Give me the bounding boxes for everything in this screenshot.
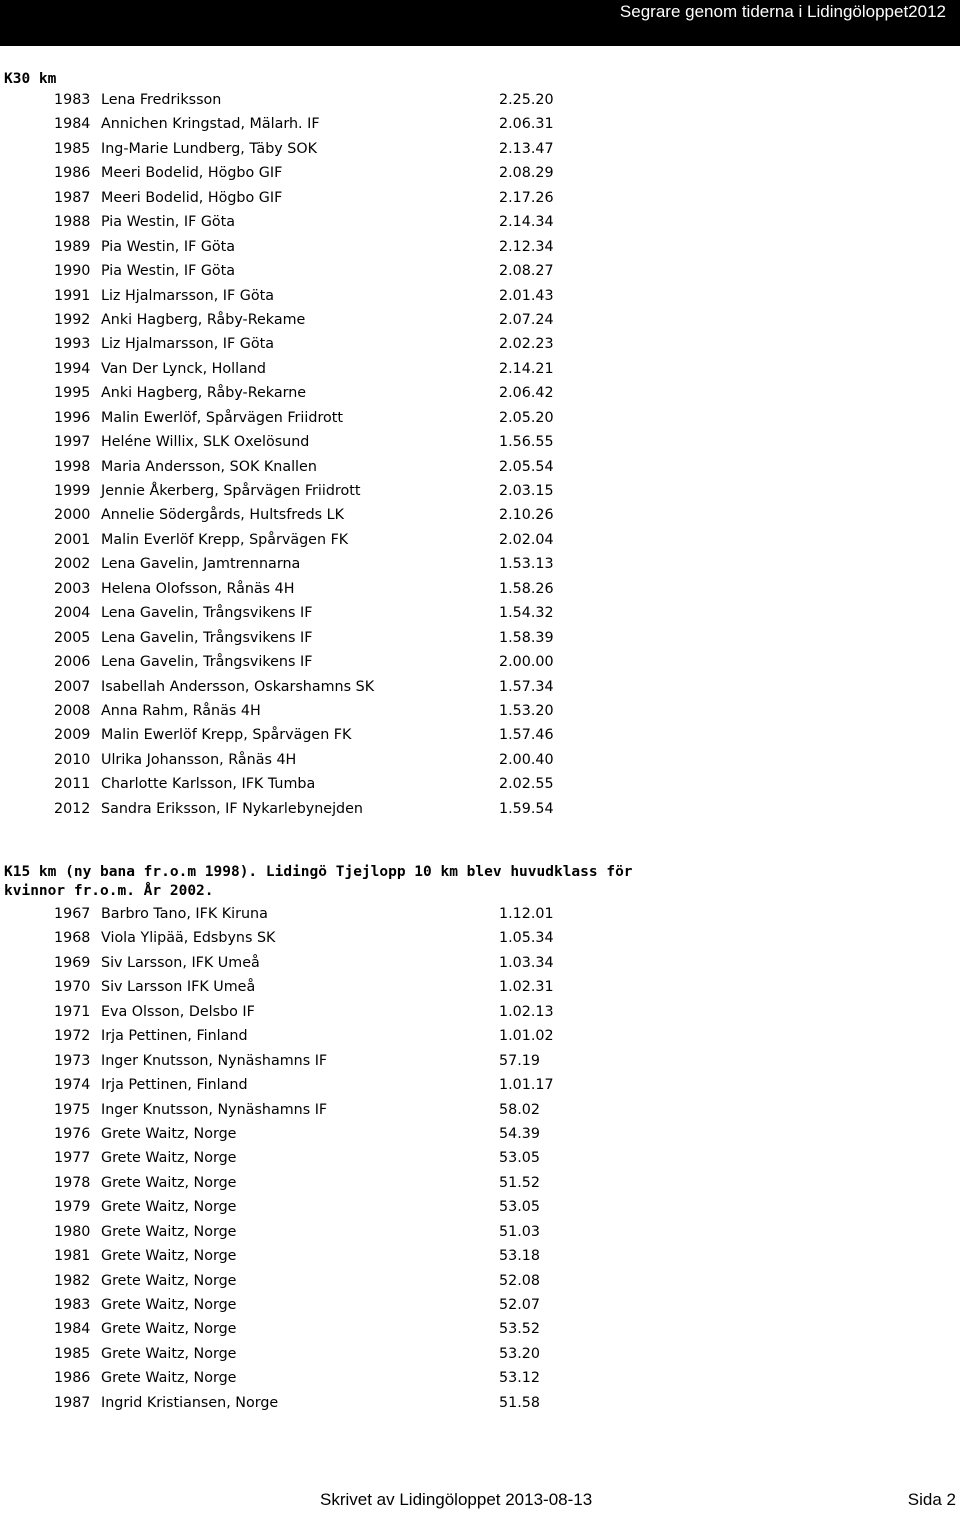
result-row: [0, 286, 960, 310]
result-year: 1990: [54, 263, 91, 280]
result-row: [0, 114, 960, 138]
result-year: 2011: [54, 776, 91, 793]
result-name: Lena Gavelin, Trångsvikens IF: [101, 654, 313, 671]
result-year: 1997: [54, 434, 91, 451]
result-time: 2.06.42: [499, 385, 554, 402]
result-year: 1995: [54, 385, 91, 402]
result-row: [0, 652, 960, 676]
result-name: Irja Pettinen, Finland: [101, 1077, 248, 1094]
page-footer: [0, 1490, 960, 1514]
result-row: [0, 1319, 960, 1343]
result-name: Anki Hagberg, Råby-Rekarne: [101, 385, 307, 402]
result-time: 53.12: [499, 1370, 540, 1387]
result-name: Inger Knutsson, Nynäshamns IF: [101, 1052, 328, 1069]
result-row: [0, 457, 960, 481]
result-name: Grete Waitz, Norge: [101, 1125, 237, 1142]
result-name: Siv Larsson IFK Umeå: [101, 979, 256, 996]
result-year: 1984: [54, 116, 91, 133]
results-list-k30: [0, 90, 960, 823]
result-row: [0, 1197, 960, 1221]
result-time: 1.12.01: [499, 906, 554, 922]
result-name: Helena Olofsson, Rånäs 4H: [101, 580, 295, 597]
result-time: 1.53.13: [499, 556, 554, 573]
result-time: 2.05.20: [499, 409, 554, 426]
result-time: 2.08.27: [499, 263, 554, 280]
result-time: 1.01.02: [499, 1028, 554, 1045]
result-row: [0, 603, 960, 627]
result-name: Grete Waitz, Norge: [101, 1248, 237, 1265]
result-time: 2.10.26: [499, 507, 554, 524]
result-row: [0, 334, 960, 358]
result-name: Grete Waitz, Norge: [101, 1345, 237, 1362]
result-time: 57.19: [499, 1052, 540, 1069]
result-row: [0, 1075, 960, 1099]
result-row: [0, 1026, 960, 1050]
result-year: 1968: [54, 930, 91, 947]
result-row: [0, 554, 960, 578]
result-year: 1999: [54, 483, 91, 499]
result-year: 1988: [54, 214, 91, 231]
result-time: 1.57.34: [499, 678, 554, 695]
result-year: 1982: [54, 1272, 91, 1289]
result-row: [0, 799, 960, 823]
result-name: Viola Ylipää, Edsbyns SK: [101, 930, 276, 947]
section-title-line: K15 km (ny bana fr.o.m 1998). Lidingö Tjejlopp 10 km blev huvudklass för: [4, 864, 633, 880]
result-name: Pia Westin, IF Göta: [101, 214, 236, 231]
result-row: [0, 90, 960, 114]
result-name: Grete Waitz, Norge: [101, 1297, 237, 1313]
result-name: Barbro Tano, IFK Kiruna: [101, 906, 268, 922]
result-row: [0, 530, 960, 554]
result-name: Annichen Kringstad, Mälarh. IF: [101, 116, 320, 133]
result-time: 2.05.54: [499, 458, 554, 475]
result-time: 1.58.39: [499, 629, 554, 646]
result-name: Heléne Willix, SLK Oxelösund: [101, 434, 310, 451]
result-year: 1994: [54, 360, 91, 377]
result-time: 51.52: [499, 1174, 540, 1191]
result-row: [0, 163, 960, 187]
result-row: [0, 237, 960, 261]
result-year: 1986: [54, 165, 91, 182]
result-name: Lena Gavelin, Trångsvikens IF: [101, 605, 313, 622]
result-year: 2012: [54, 800, 91, 817]
result-name: Grete Waitz, Norge: [101, 1272, 237, 1289]
result-name: Lena Gavelin, Jamtrennarna: [101, 556, 301, 573]
result-time: 2.06.31: [499, 116, 554, 133]
result-time: 53.20: [499, 1345, 540, 1362]
result-name: Charlotte Karlsson, IFK Tumba: [101, 776, 316, 793]
result-time: 53.05: [499, 1150, 540, 1167]
result-row: [0, 750, 960, 774]
result-year: 1991: [54, 287, 91, 304]
result-year: 1998: [54, 458, 91, 475]
result-year: 2007: [54, 678, 91, 695]
result-name: Grete Waitz, Norge: [101, 1199, 237, 1216]
result-time: 2.08.29: [499, 165, 554, 182]
result-name: Malin Everlöf Krepp, Spårvägen FK: [101, 531, 349, 548]
result-row: [0, 188, 960, 212]
footer-written-by: Skrivet av Lidingöloppet 2013-08-13: [320, 1490, 593, 1509]
result-row: [0, 1222, 960, 1246]
result-row: [0, 261, 960, 285]
result-row: [0, 1295, 960, 1319]
result-time: 2.01.43: [499, 287, 554, 304]
result-time: 1.05.34: [499, 930, 554, 947]
result-row: [0, 1246, 960, 1270]
result-year: 2008: [54, 702, 91, 719]
result-time: 2.07.24: [499, 311, 554, 328]
result-time: 54.39: [499, 1125, 540, 1142]
result-row: [0, 481, 960, 505]
result-year: 1980: [54, 1223, 91, 1240]
result-year: 1983: [54, 92, 91, 108]
result-year: 1978: [54, 1174, 91, 1191]
result-name: Anna Rahm, Rånäs 4H: [101, 702, 261, 719]
result-time: 53.18: [499, 1248, 540, 1265]
result-name: Eva Olsson, Delsbo IF: [101, 1003, 255, 1020]
result-name: Ingrid Kristiansen, Norge: [101, 1394, 279, 1411]
result-time: 52.08: [499, 1272, 540, 1289]
result-name: Annelie Södergårds, Hultsfreds LK: [101, 507, 345, 524]
result-name: Ing-Marie Lundberg, Täby SOK: [101, 140, 317, 157]
result-year: 1971: [54, 1003, 91, 1020]
result-time: 1.02.31: [499, 979, 554, 996]
result-year: 1983: [54, 1297, 91, 1313]
result-year: 1976: [54, 1125, 91, 1142]
result-name: Liz Hjalmarsson, IF Göta: [101, 336, 274, 353]
result-row: [0, 1051, 960, 1075]
result-row: [0, 677, 960, 701]
result-name: Siv Larsson, IFK Umeå: [101, 954, 260, 971]
result-year: 2003: [54, 580, 91, 597]
result-name: Lena Gavelin, Trångsvikens IF: [101, 629, 313, 646]
result-time: 51.03: [499, 1223, 540, 1240]
result-year: 1981: [54, 1248, 91, 1265]
result-row: [0, 904, 960, 928]
result-time: 58.02: [499, 1101, 540, 1118]
result-year: 2005: [54, 629, 91, 646]
result-row: [0, 774, 960, 798]
result-row: [0, 1344, 960, 1368]
result-time: 2.25.20: [499, 92, 554, 108]
result-year: 2001: [54, 531, 91, 548]
result-row: [0, 1148, 960, 1172]
result-time: 2.13.47: [499, 140, 554, 157]
result-name: Lena Fredriksson: [101, 92, 222, 108]
result-year: 1977: [54, 1150, 91, 1167]
result-time: 1.53.20: [499, 702, 554, 719]
result-year: 2004: [54, 605, 91, 622]
result-time: 53.52: [499, 1321, 540, 1338]
result-year: 2000: [54, 507, 91, 524]
result-row: [0, 953, 960, 977]
result-time: 1.02.13: [499, 1003, 554, 1020]
result-time: 1.58.26: [499, 580, 554, 597]
result-time: 2.00.40: [499, 751, 554, 768]
result-time: 1.01.17: [499, 1077, 554, 1094]
result-row: [0, 1124, 960, 1148]
result-row: [0, 310, 960, 334]
result-time: 2.00.00: [499, 654, 554, 671]
result-year: 2009: [54, 727, 91, 744]
result-name: Grete Waitz, Norge: [101, 1370, 237, 1387]
result-row: [0, 212, 960, 236]
result-name: Ulrika Johansson, Rånäs 4H: [101, 751, 297, 768]
result-time: 1.54.32: [499, 605, 554, 622]
result-name: Pia Westin, IF Göta: [101, 238, 236, 255]
result-year: 2002: [54, 556, 91, 573]
result-time: 2.12.34: [499, 238, 554, 255]
result-time: 2.02.23: [499, 336, 554, 353]
result-year: 2006: [54, 654, 91, 671]
result-name: Van Der Lynck, Holland: [101, 360, 267, 377]
result-year: 1972: [54, 1028, 91, 1045]
result-row: [0, 432, 960, 456]
result-row: [0, 701, 960, 725]
result-row: [0, 977, 960, 1001]
result-row: [0, 1368, 960, 1392]
result-name: Irja Pettinen, Finland: [101, 1028, 248, 1045]
result-year: 1993: [54, 336, 91, 353]
result-row: [0, 1002, 960, 1026]
result-year: 1996: [54, 409, 91, 426]
result-name: Grete Waitz, Norge: [101, 1321, 237, 1338]
result-time: 1.59.54: [499, 800, 554, 817]
result-year: 2010: [54, 751, 91, 768]
result-time: 52.07: [499, 1297, 540, 1313]
result-name: Grete Waitz, Norge: [101, 1174, 237, 1191]
result-year: 1987: [54, 1394, 91, 1411]
result-time: 51.58: [499, 1394, 540, 1411]
result-year: 1989: [54, 238, 91, 255]
section-title-k15: [4, 863, 633, 901]
result-year: 1979: [54, 1199, 91, 1216]
result-year: 1986: [54, 1370, 91, 1387]
result-time: 2.02.55: [499, 776, 554, 793]
result-row: [0, 359, 960, 383]
result-name: Grete Waitz, Norge: [101, 1150, 237, 1167]
result-row: [0, 1173, 960, 1197]
result-time: 53.05: [499, 1199, 540, 1216]
result-time: 2.14.21: [499, 360, 554, 377]
result-name: Maria Andersson, SOK Knallen: [101, 458, 317, 475]
result-row: [0, 928, 960, 952]
result-name: Sandra Eriksson, IF Nykarlebynejden: [101, 800, 363, 817]
result-year: 1987: [54, 189, 91, 206]
result-time: 1.56.55: [499, 434, 554, 451]
result-time: 1.03.34: [499, 954, 554, 971]
result-year: 1984: [54, 1321, 91, 1338]
result-time: 2.14.34: [499, 214, 554, 231]
result-name: Inger Knutsson, Nynäshamns IF: [101, 1101, 328, 1118]
result-year: 1973: [54, 1052, 91, 1069]
result-year: 1970: [54, 979, 91, 996]
result-name: Malin Ewerlöf, Spårvägen Friidrott: [101, 409, 343, 426]
result-time: 1.57.46: [499, 727, 554, 744]
result-name: Anki Hagberg, Råby-Rekame: [101, 311, 306, 328]
page-header: [0, 0, 960, 46]
result-row: [0, 725, 960, 749]
result-year: 1967: [54, 906, 91, 922]
result-row: [0, 1271, 960, 1295]
result-name: Liz Hjalmarsson, IF Göta: [101, 287, 274, 304]
footer-page-number: Sida 2: [907, 1490, 956, 1509]
result-year: 1985: [54, 1345, 91, 1362]
result-name: Meeri Bodelid, Högbo GIF: [101, 165, 283, 182]
result-row: [0, 628, 960, 652]
result-name: Grete Waitz, Norge: [101, 1223, 237, 1240]
result-row: [0, 408, 960, 432]
result-row: [0, 505, 960, 529]
result-name: Malin Ewerlöf Krepp, Spårvägen FK: [101, 727, 352, 744]
section-title-k30: K30 km: [4, 71, 57, 87]
result-year: 1975: [54, 1101, 91, 1118]
result-time: 2.02.04: [499, 531, 554, 548]
section-title-line: kvinnor fr.o.m. År 2002.: [4, 883, 214, 899]
result-year: 1974: [54, 1077, 91, 1094]
result-name: Jennie Åkerberg, Spårvägen Friidrott: [101, 483, 361, 499]
result-time: 2.03.15: [499, 483, 554, 499]
result-row: [0, 579, 960, 603]
result-year: 1985: [54, 140, 91, 157]
result-name: Meeri Bodelid, Högbo GIF: [101, 189, 283, 206]
result-row: [0, 1393, 960, 1417]
result-time: 2.17.26: [499, 189, 554, 206]
result-year: 1992: [54, 311, 91, 328]
result-row: [0, 1100, 960, 1124]
result-name: Pia Westin, IF Göta: [101, 263, 236, 280]
result-name: Isabellah Andersson, Oskarshamns SK: [101, 678, 375, 695]
result-year: 1969: [54, 954, 91, 971]
document-title: Segrare genom tiderna i Lidingöloppet2012: [619, 2, 946, 21]
result-row: [0, 383, 960, 407]
result-row: [0, 139, 960, 163]
results-list-k15: [0, 904, 960, 1417]
